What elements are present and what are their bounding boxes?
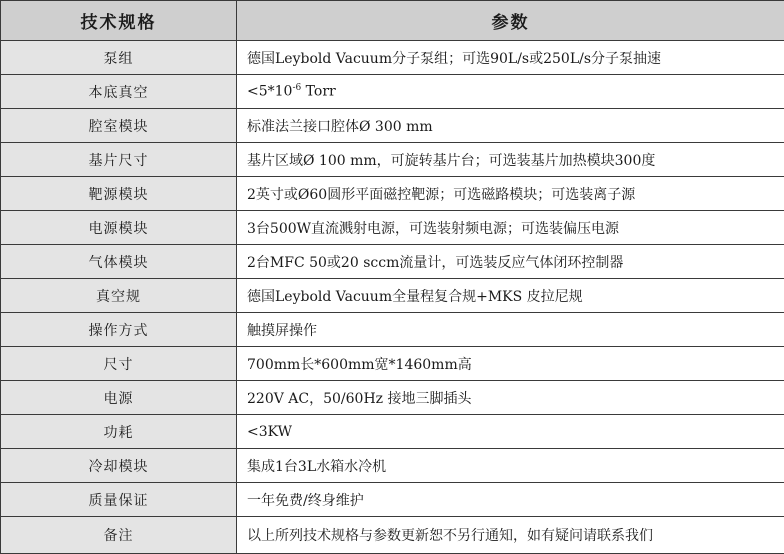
table-row-remarks — [1, 517, 784, 554]
row-value: 2台MFC 50或20 sccm流量计，可选装反应气体闭环控制器 — [237, 245, 784, 279]
table-row-consumption — [1, 415, 784, 449]
table-row-substrate — [1, 143, 784, 177]
header-spec: 技术规格 — [1, 1, 237, 41]
row-value: 基片区域Ø 100 mm，可旋转基片台；可选装基片加热模块300度 — [237, 143, 784, 177]
row-value: 700mm长*600mm宽*1460mm高 — [237, 347, 784, 381]
row-label: 本底真空 — [1, 75, 237, 109]
row-value: 以上所列技术规格与参数更新恕不另行通知，如有疑问请联系我们 — [237, 517, 784, 554]
row-value: 集成1台3L水箱水冷机 — [237, 449, 784, 483]
row-value — [237, 75, 784, 109]
table-row-warranty — [1, 483, 784, 517]
value-exponent: -6 — [292, 83, 301, 93]
row-label: 真空规 — [1, 279, 237, 313]
row-value: 标准法兰接口腔体Ø 300 mm — [237, 109, 784, 143]
value-suffix: Torr — [301, 84, 336, 100]
row-value: 德国Leybold Vacuum全量程复合规+MKS 皮拉尼规 — [237, 279, 784, 313]
row-value: 2英寸或Ø60圆形平面磁控靶源；可选磁路模块；可选装离子源 — [237, 177, 784, 211]
row-label: 备注 — [1, 517, 237, 554]
header-param: 参数 — [237, 1, 784, 41]
row-value: 德国Leybold Vacuum分子泵组；可选90L/s或250L/s分子泵抽速 — [237, 41, 784, 75]
table-row-operation — [1, 313, 784, 347]
row-label: 基片尺寸 — [1, 143, 237, 177]
table-row-chamber — [1, 109, 784, 143]
table-row-target — [1, 177, 784, 211]
table-header-row — [1, 1, 784, 41]
table-row-cooling — [1, 449, 784, 483]
table-row-pump — [1, 41, 784, 75]
row-label: 电源模块 — [1, 211, 237, 245]
row-value: 220V AC，50/60Hz 接地三脚插头 — [237, 381, 784, 415]
table-row-base-vacuum — [1, 75, 784, 109]
row-value: 触摸屏操作 — [237, 313, 784, 347]
row-label: 气体模块 — [1, 245, 237, 279]
row-label: 电源 — [1, 381, 237, 415]
value-prefix: <5*10 — [247, 84, 292, 100]
row-value: 一年免费/终身维护 — [237, 483, 784, 517]
row-label: 腔室模块 — [1, 109, 237, 143]
table-row-power-supply — [1, 381, 784, 415]
row-label: 冷却模块 — [1, 449, 237, 483]
table-row-power-module — [1, 211, 784, 245]
row-label: 操作方式 — [1, 313, 237, 347]
row-label: 质量保证 — [1, 483, 237, 517]
table-row-gauge — [1, 279, 784, 313]
row-label: 靶源模块 — [1, 177, 237, 211]
table-row-size — [1, 347, 784, 381]
row-value: <3KW — [237, 415, 784, 449]
row-value: 3台500W直流溅射电源，可选装射频电源；可选装偏压电源 — [237, 211, 784, 245]
table-row-gas — [1, 245, 784, 279]
row-label: 尺寸 — [1, 347, 237, 381]
row-label: 泵组 — [1, 41, 237, 75]
row-label: 功耗 — [1, 415, 237, 449]
